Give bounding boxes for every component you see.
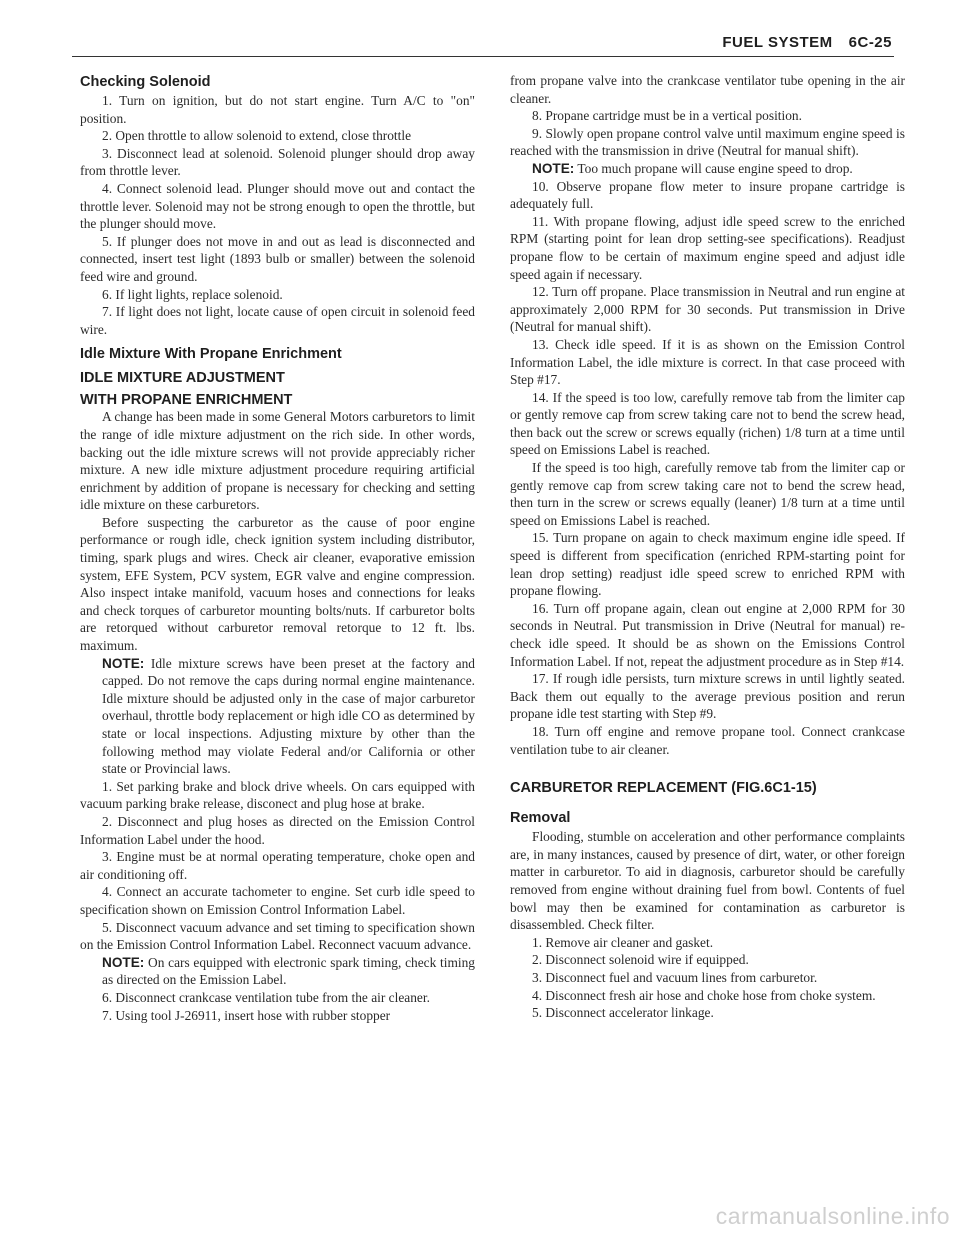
paragraph: A change has been made in some General Motors carburetors to limit the range of idle mixture adjustment on the rich side. In other words, backing out the idle mixture screws will not provide appreciably richer mixture. A new idle mixture adjustment procedure requiring artificial enrichment by addition of propane is necessary for checking and setting idle mixture on these carburetors. xyxy=(80,409,475,513)
heading-removal: Removal xyxy=(510,810,571,827)
paragraph: 11. With propane flowing, adjust idle speed screw to the enriched RPM (starting point for lean drop setting-see specifications). Readjust propane flow to be certain of maximum engine speed and adjust idle speed again if necessary. xyxy=(510,213,905,282)
paragraph: 17. If rough idle persists, turn mixture screws in until lightly seated. Back them out equally to the average previous position and rerun propane idle test starting with Step #9. xyxy=(510,671,905,722)
note-label: NOTE: xyxy=(532,160,575,176)
paragraph: 8. Propane cartridge must be in a vertical position. xyxy=(532,108,802,124)
heading-carburetor-replacement: CARBURETOR REPLACEMENT (FIG.6C1-15) xyxy=(510,780,817,797)
paragraph: 6. If light lights, replace solenoid. xyxy=(102,286,283,302)
note-text: Idle mixture screws have been preset at the factory and capped. Do not remove the caps during normal engine maintenance. Idle mixture should be adjusted only in the case of major carburetor overhaul, throttle body replacement or high idle CO as determined by state or local inspections. Adjusting mixture by other than the following method may violate Federal and/or California or other state or Provincial laws. xyxy=(102,655,475,777)
paragraph: 5. If plunger does not move in and out as lead is disconnected and connected, insert test light (1893 bulb or smaller) between the solenoid feed wire and ground. xyxy=(80,233,475,284)
paragraph: 2. Disconnect and plug hoses as directed on the Emission Control Information Label under the hood. xyxy=(80,813,475,847)
paragraph: 2. Open throttle to allow solenoid to extend, close throttle xyxy=(102,128,412,144)
paragraph: 12. Turn off propane. Place transmission in Neutral and run engine at approximately 2,000 RPM for 30 seconds. Put transmission in Drive (Neutral for manual shift). xyxy=(510,284,905,335)
paragraph: Flooding, stumble on acceleration and other performance complaints are, in many instances, caused by presence of dirt, water, or other foreign matter in carburetor. To aid in diagnosis, carburetor should be carefully removed from engine without draining fuel from bowl. Contents of fuel bowl may then be examined for contamination as carburetor is disassembled. Check filter. xyxy=(510,829,905,933)
paragraph: 9. Slowly open propane control valve until maximum engine speed is reached with the transmission in drive (Neutral for manual shift). xyxy=(510,125,905,159)
section-title: FUEL SYSTEM xyxy=(722,34,833,51)
paragraph: 5. Disconnect vacuum advance and set timing to specification shown on the Emission Control Information Label. Reconnect vacuum advance. xyxy=(80,919,475,953)
left-column xyxy=(80,72,475,1024)
paragraph: 4. Connect solenoid lead. Plunger should move out and contact the throttle lever. Solenoid may not be strong enough to open the throttle, but the plunger should move. xyxy=(80,180,475,232)
note-label: NOTE: xyxy=(102,954,145,970)
paragraph: 4. Connect an accurate tachometer to engine. Set curb idle speed to specification shown on Emission Control Information Label. xyxy=(80,884,475,917)
heading-idle-mixture-adjustment: IDLE MIXTURE ADJUSTMENT xyxy=(80,370,285,387)
paragraph: 1. Remove air cleaner and gasket. xyxy=(532,934,714,950)
right-column xyxy=(510,72,905,1022)
paragraph: 16. Turn off propane again, clean out engine at 2,000 RPM for 30 seconds in Neutral. Put transmission in Drive (Neutral for manual) re-check idle speed. It should be as shown on the Emissions Control Information Label. If not, repeat the adjustment procedure as in Step #14. xyxy=(510,600,905,669)
page-number: 6C-25 xyxy=(848,34,892,51)
paragraph: 4. Disconnect fresh air hose and choke hose from choke system. xyxy=(532,987,876,1003)
note-block xyxy=(102,954,475,989)
header-rule xyxy=(72,56,894,57)
note-text: On cars equipped with electronic spark timing, check timing as directed on the Emission Label. xyxy=(102,954,475,988)
heading-with-propane-enrichment: WITH PROPANE ENRICHMENT xyxy=(80,392,293,409)
watermark: carmanualsonline.info xyxy=(715,1203,950,1229)
page-header xyxy=(722,34,892,51)
paragraph: Before suspecting the carburetor as the cause of poor engine performance or rough idle, check ignition system including distributor, timing, spark plugs and wires. Check air cleaner, evaporative emission system, EFE System, PCV system, EGR valve and engine compression. Also inspect intake manifold, vacuum hoses and connections for leaks and check torques of carburetor mounting bolts/nuts. If carburetor bolts are retorqued without carburetor removal retorque to 12 ft. lbs. maximum. xyxy=(80,514,475,654)
paragraph: 1. Set parking brake and block drive wheels. On cars equipped with vacuum parking brake release, disconect and plug hose at brake. xyxy=(80,778,475,812)
paragraph: 3. Disconnect fuel and vacuum lines from carburetor. xyxy=(532,969,818,985)
heading-idle-mixture: Idle Mixture With Propane Enrichment xyxy=(80,346,342,363)
paragraph: 7. If light does not light, locate cause of open circuit in solenoid feed wire. xyxy=(80,304,475,337)
paragraph: If the speed is too high, carefully remove tab from the limiter cap or gently remove cap from screw taking care not to bend the screw head, then turn in the screw or screws equally (leaner) 1/8 turn at a time until speed on Emissions Label is reached. xyxy=(510,460,905,528)
paragraph: 5. Disconnect accelerator linkage. xyxy=(532,1005,714,1021)
paragraph: 13. Check idle speed. If it is as shown on the Emission Control Information Label, the idle mixture is correct. In that case proceed with Step #17. xyxy=(510,336,905,388)
paragraph: 1. Turn on ignition, but do not start engine. Turn A/C to "on" position. xyxy=(80,93,475,126)
note-text: Too much propane will cause engine speed to drop. xyxy=(577,160,853,176)
note-block xyxy=(102,655,475,778)
paragraph: 18. Turn off engine and remove propane tool. Connect crankcase ventilation tube to air cleaner. xyxy=(510,723,905,757)
paragraph: 15. Turn propane on again to check maximum engine idle speed. If speed is different from specification (enriched RPM-starting point for lean drop setting) readjust idle speed screw to enriched RPM with propane flowing. xyxy=(510,530,905,599)
heading-checking-solenoid: Checking Solenoid xyxy=(80,74,211,90)
paragraph: 10. Observe propane flow meter to insure propane cartridge is adequately full. xyxy=(510,178,905,212)
paragraph: 7. Using tool J-26911, insert hose with rubber stopper xyxy=(102,1007,391,1023)
note-label: NOTE: xyxy=(102,655,145,671)
paragraph: 2. Disconnect solenoid wire if equipped. xyxy=(532,952,749,968)
paragraph: 3. Engine must be at normal operating temperature, choke open and air conditioning off. xyxy=(80,849,475,882)
note-block xyxy=(510,160,905,178)
paragraph: 14. If the speed is too low, carefully remove tab from the limiter cap or gently remove cap from screw taking care not to bend the screw head, then back out the screw or screws equally (richen) 1/8 turn at a time until speed on Emissions Label is reached. xyxy=(510,389,905,458)
paragraph: 6. Disconnect crankcase ventilation tube from the air cleaner. xyxy=(102,989,430,1005)
paragraph: 3. Disconnect lead at solenoid. Solenoid plunger should drop away from throttle lever. xyxy=(80,145,475,179)
paragraph: from propane valve into the crankcase ventilator tube opening in the air cleaner. xyxy=(510,73,905,106)
